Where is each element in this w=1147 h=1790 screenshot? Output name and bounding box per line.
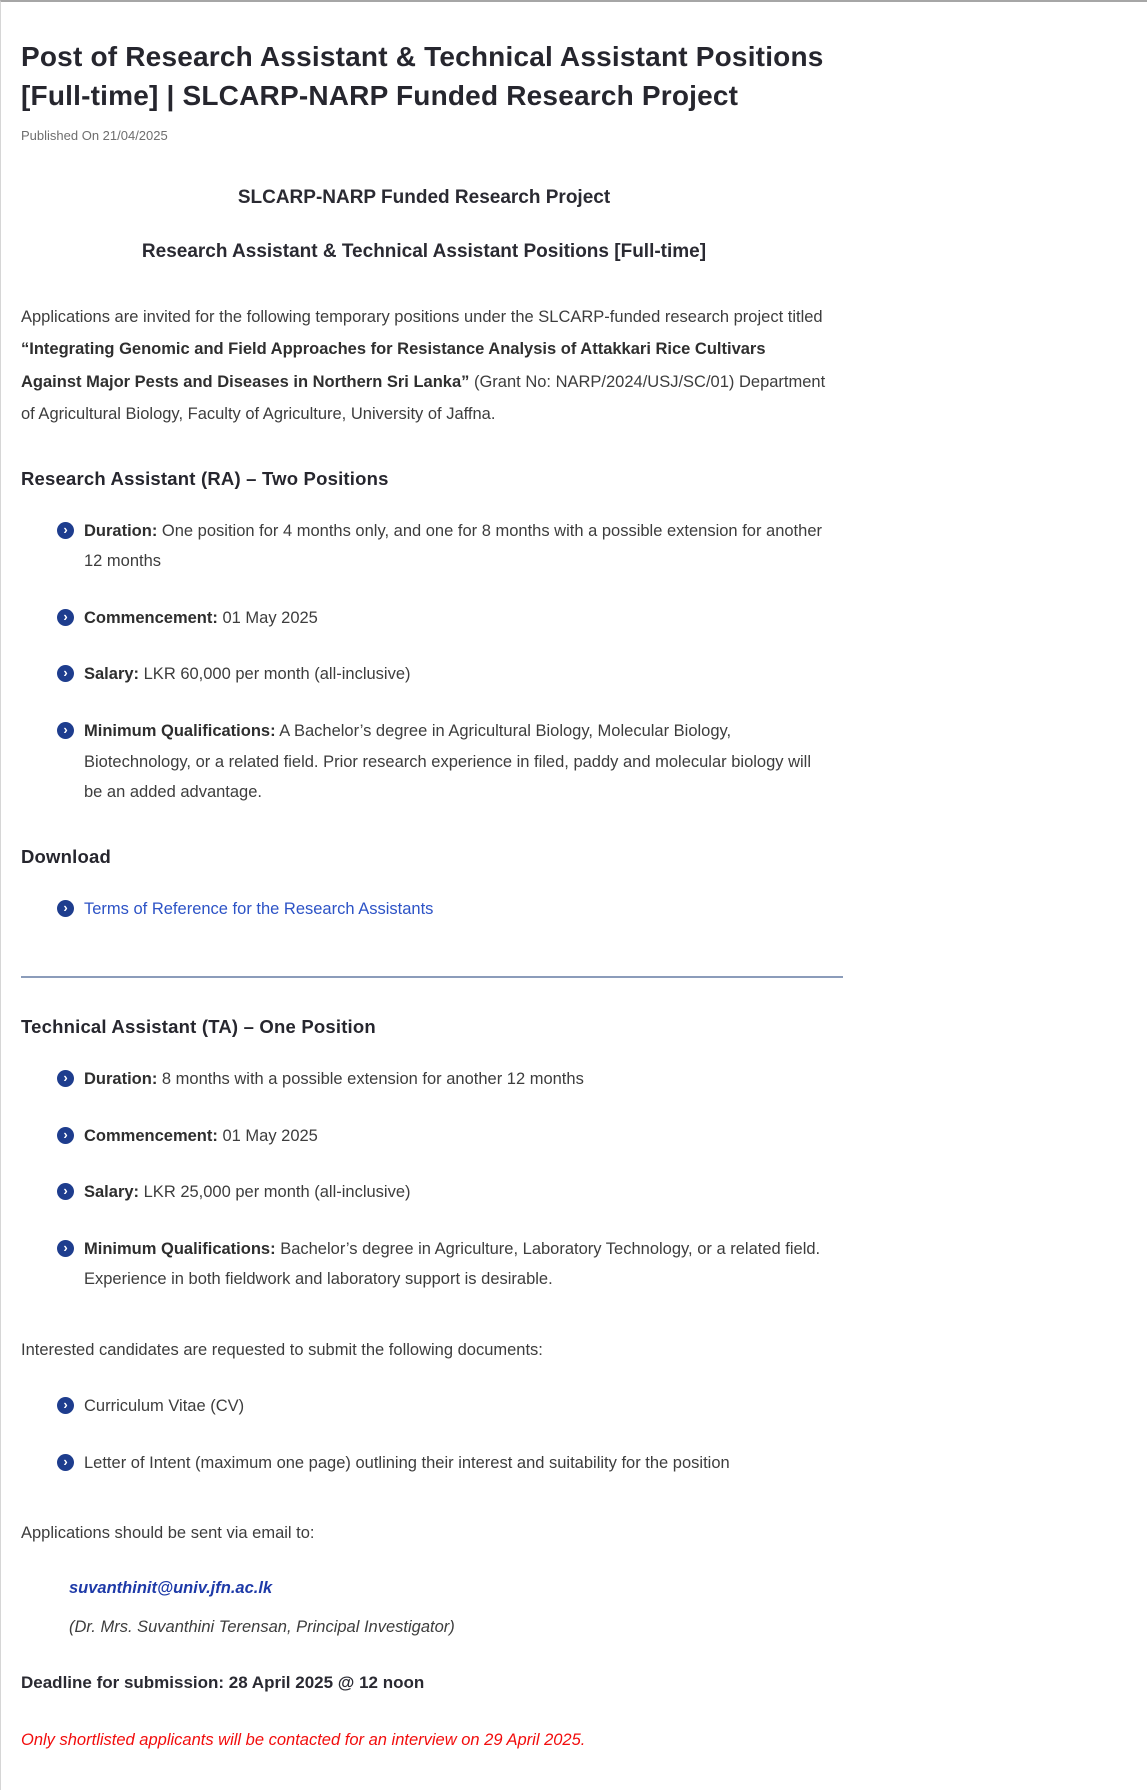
chevron-bullet-icon: › [57, 1127, 74, 1144]
deadline-text: Deadline for submission: 28 April 2025 @ 12 noon [21, 1672, 425, 1692]
email-intro: Applications should be sent via email to: [21, 1524, 315, 1543]
bullet-label: Commencement: [84, 1126, 218, 1145]
chevron-bullet-icon: › [57, 665, 74, 682]
list-item [21, 1391, 827, 1422]
download-section-heading: Download [21, 845, 111, 867]
list-item [21, 659, 827, 690]
bullet-text: Curriculum Vitae (CV) [84, 1397, 245, 1416]
chevron-bullet-icon: › [57, 1240, 74, 1257]
bullet-text: A Bachelor’s degree in Agricultural Biology, Molecular Biology, Biotechnology, or a related field. Prior research experience in filed, paddy and molecular biology will be an added advantage. [84, 722, 812, 802]
page-title: Post of Research Assistant & Technical Assistant Positions [Full-time] | SLCARP-NARP Funded Research Project [21, 41, 824, 111]
list-item [21, 1064, 827, 1095]
intro-text-end: (Grant No: NARP/2024/USJ/SC/01) Department of Agricultural Biology, Faculty of Agriculture, University of Jaffna. [21, 372, 826, 423]
ra-section-heading: Research Assistant (RA) – Two Positions [21, 467, 389, 489]
chevron-bullet-icon: › [57, 609, 74, 626]
chevron-bullet-icon: › [57, 1397, 74, 1414]
bullet-label: Minimum Qualifications: [84, 1239, 276, 1258]
ta-bullet-list [21, 1064, 827, 1295]
bullet-text: Letter of Intent (maximum one page) outlining their interest and suitability for the position [84, 1453, 730, 1472]
list-item [21, 1177, 827, 1208]
list-item [21, 894, 827, 925]
list-item [21, 716, 827, 808]
list-item [21, 1234, 827, 1295]
shortlist-notice: Only shortlisted applicants will be contacted for an interview on 29 April 2025. [21, 1730, 586, 1749]
ra-bullet-list [21, 516, 827, 808]
email-block [69, 1579, 827, 1637]
submit-documents-intro: Interested candidates are requested to submit the following documents: [21, 1340, 543, 1359]
chevron-bullet-icon: › [57, 900, 74, 917]
chevron-bullet-icon: › [57, 722, 74, 739]
bullet-label: Commencement: [84, 608, 218, 627]
intro-text-start: Applications are invited for the following temporary positions under the SLCARP-funded research project titled [21, 308, 823, 327]
bullet-text: LKR 25,000 per month (all-inclusive) [139, 1183, 411, 1202]
application-email-link[interactable]: suvanthinit@univ.jfn.ac.lk [69, 1578, 273, 1597]
bullet-label: Duration: [84, 1070, 158, 1089]
project-heading: SLCARP-NARP Funded Research Project [237, 187, 611, 209]
section-divider [21, 976, 843, 978]
project-title-bold: “Integrating Genomic and Field Approaches for Resistance Analysis of Attakkari Rice Cultivars Against Major Pests and Diseases in Northern Sri Lanka” [21, 340, 766, 391]
chevron-bullet-icon: › [57, 1183, 74, 1200]
list-item [21, 603, 827, 634]
ta-section-heading: Technical Assistant (TA) – One Position [21, 1016, 376, 1038]
chevron-bullet-icon: › [57, 522, 74, 539]
bullet-text: 01 May 2025 [217, 1126, 318, 1145]
chevron-bullet-icon: › [57, 1070, 74, 1087]
documents-list [21, 1391, 827, 1478]
bullet-label: Salary: [84, 1183, 140, 1202]
positions-heading: Research Assistant & Technical Assistant Positions [Full-time] [141, 241, 707, 263]
list-item [21, 1448, 827, 1479]
terms-of-reference-link[interactable]: Terms of Reference for the Research Assistants [84, 899, 434, 918]
chevron-bullet-icon: › [57, 1454, 74, 1471]
bullet-text: 8 months with a possible extension for another 12 months [157, 1070, 584, 1089]
list-item [21, 516, 827, 577]
list-item [21, 1121, 827, 1152]
bullet-text: Bachelor’s degree in Agriculture, Laboratory Technology, or a related field. Experience in both fieldwork and laboratory support is desirable. [84, 1239, 821, 1289]
job-post-article [1, 2, 847, 1790]
bullet-label: Minimum Qualifications: [84, 722, 276, 740]
published-date: Published On 21/04/2025 [21, 128, 168, 144]
bullet-text: 01 May 2025 [217, 608, 318, 627]
download-list [21, 894, 827, 925]
principal-investigator-line: (Dr. Mrs. Suvanthini Terensan, Principal Investigator) [69, 1617, 455, 1636]
intro-paragraph [21, 301, 827, 430]
bullet-text: LKR 60,000 per month (all-inclusive) [139, 665, 411, 684]
bullet-text: One position for 4 months only, and one for 8 months with a possible extension for another 12 months [84, 521, 822, 571]
bullet-label: Salary: [84, 665, 140, 684]
bullet-label: Duration: [84, 521, 158, 540]
